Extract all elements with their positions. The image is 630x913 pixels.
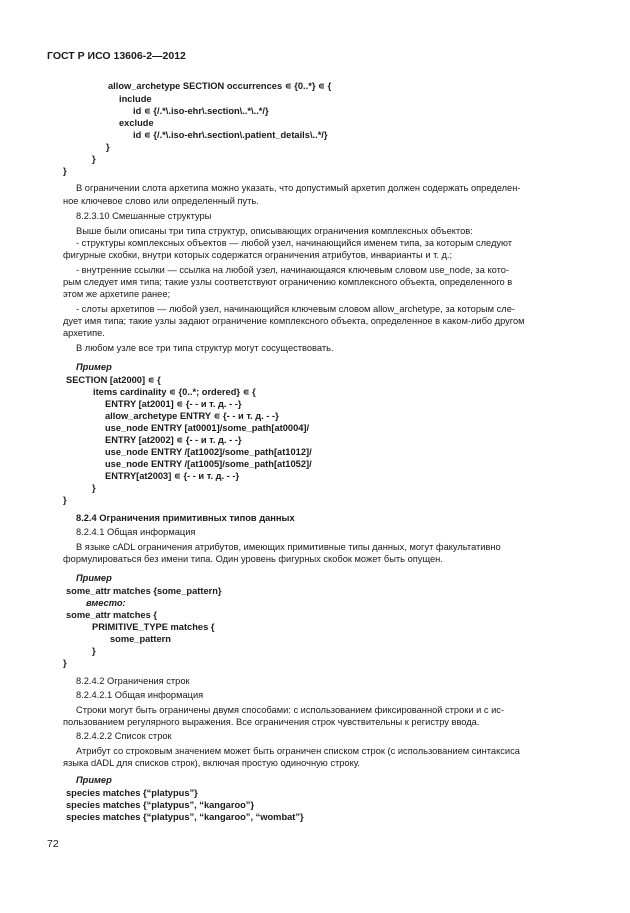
code-line: } (63, 166, 67, 176)
code-line: } (63, 495, 67, 505)
code-line: use_node ENTRY [at0001]/some_path[at0004]/ (105, 423, 310, 433)
paragraph-line: архетипе. (63, 328, 105, 338)
code-line: id ∊ {/.*\.iso-ehr\.section\..*\..*/} (133, 106, 269, 116)
paragraph-line: фигурные скобки, внутри которых содержатся ограничения атрибутов, инварианты и т. д.; (63, 250, 453, 260)
code-line: id ∊ {/.*\.iso-ehr\.section\.patient_details\..*/} (133, 130, 328, 140)
paragraph-line: - внутренние ссылки — ссылка на любой узел, начинающаяся ключевым словом use_node, за кото- (76, 265, 510, 275)
code-line: items cardinality ∊ {0..*; ordered} ∊ { (93, 387, 256, 397)
code-line: use_node ENTRY /[at1005]/some_path[at1052]/ (105, 459, 312, 469)
code-line: } (92, 154, 96, 164)
paragraph-line: рым следует имя типа; такие узлы соответствуют ограничению комплексного объекта, определенного в (63, 277, 513, 287)
paragraph-line: В языке cADL ограничения атрибутов, имеющих примитивные типы данных, могут факультативно (76, 542, 501, 552)
paragraph-line: пользованием регулярного выражения. Все ограничения строк чувствительны к регистру ввода. (63, 717, 480, 727)
section-heading: 8.2.4.2.2 Список строк (76, 731, 172, 741)
code-line: exclude (119, 118, 154, 128)
paragraph-line: Атрибут со строковым значением может быть ограничен списком строк (с использованием синтаксиса (76, 746, 520, 756)
paragraph-line: этом же архетипе ранее; (63, 289, 171, 299)
paragraph-line: Строки могут быть ограничены двумя способами: с использованием фиксированной строки и с ис- (76, 705, 505, 715)
code-line: } (92, 646, 96, 656)
code-line: SECTION [at2000] ∊ { (66, 375, 161, 385)
code-line: ENTRY[at2003] ∊ {- - и т. д. - -} (105, 471, 240, 481)
paragraph-line: В любом узле все три типа структур могут сосуществовать. (76, 343, 334, 353)
page-number: 72 (47, 838, 59, 850)
code-line: some_pattern (110, 634, 171, 644)
paragraph-line: дует имя типа; такие узлы задают ограничение комплексного объекта, определенное в каком-либо другом (63, 316, 525, 326)
code-line: } (106, 142, 110, 152)
code-line: PRIMITIVE_TYPE matches { (92, 622, 215, 632)
section-heading: 8.2.3.10 Смешанные структуры (76, 211, 212, 221)
code-line: use_node ENTRY /[at1002]/some_path[at1012]/ (105, 447, 312, 457)
code-line: some_attr matches { (66, 610, 157, 620)
section-heading: 8.2.4.1 Общая информация (76, 527, 196, 537)
paragraph-line: языка dADL для списков строк), включая простую одиночную строку. (63, 758, 361, 768)
code-line: species matches {“platypus”, “kangaroo”} (66, 800, 255, 810)
example-label: Пример (76, 775, 112, 785)
paragraph-line: формулироваться без имени типа. Один уровень фигурных скобок может быть опущен. (63, 554, 443, 564)
paragraph-line: ное ключевое слово или определенный путь. (63, 196, 259, 206)
example-label: Пример (76, 573, 112, 583)
code-line: ENTRY [at2001] ∊ {- - и т. д. - -} (105, 399, 242, 409)
code-line: species matches {“platypus”} (66, 788, 198, 798)
code-line: вместо: (86, 598, 126, 608)
code-line: species matches {“platypus”, “kangaroo”, “wombat”} (66, 812, 304, 822)
code-line: } (92, 483, 96, 493)
paragraph-line: - слоты архетипов — любой узел, начинающийся ключевым словом allow_archetype, за которым сле- (76, 304, 515, 314)
code-line: ENTRY [at2002] ∊ {- - и т. д. - -} (105, 435, 242, 445)
code-line: } (63, 658, 67, 668)
document-header: ГОСТ Р ИСО 13606-2—2012 (47, 50, 186, 62)
code-line: include (119, 94, 152, 104)
paragraph-line: Выше были описаны три типа структур, описывающих ограничения комплексных объектов: (76, 226, 473, 236)
paragraph-line: В ограничении слота архетипа можно указать, что допустимый архетип должен содержать определен- (76, 183, 521, 193)
code-line: some_attr matches {some_pattern} (66, 586, 222, 596)
paragraph-line: - структуры комплексных объектов — любой узел, начинающийся именем типа, за которым следуют (76, 238, 513, 248)
section-heading: 8.2.4.2 Ограничения строк (76, 676, 190, 686)
code-line: allow_archetype SECTION occurrences ∊ {0..*} ∊ { (108, 81, 332, 91)
section-heading: 8.2.4 Ограничения примитивных типов данных (76, 513, 295, 523)
code-line: allow_archetype ENTRY ∊ {- - и т. д. - -} (105, 411, 279, 421)
example-label: Пример (76, 362, 112, 372)
section-heading: 8.2.4.2.1 Общая информация (76, 690, 204, 700)
